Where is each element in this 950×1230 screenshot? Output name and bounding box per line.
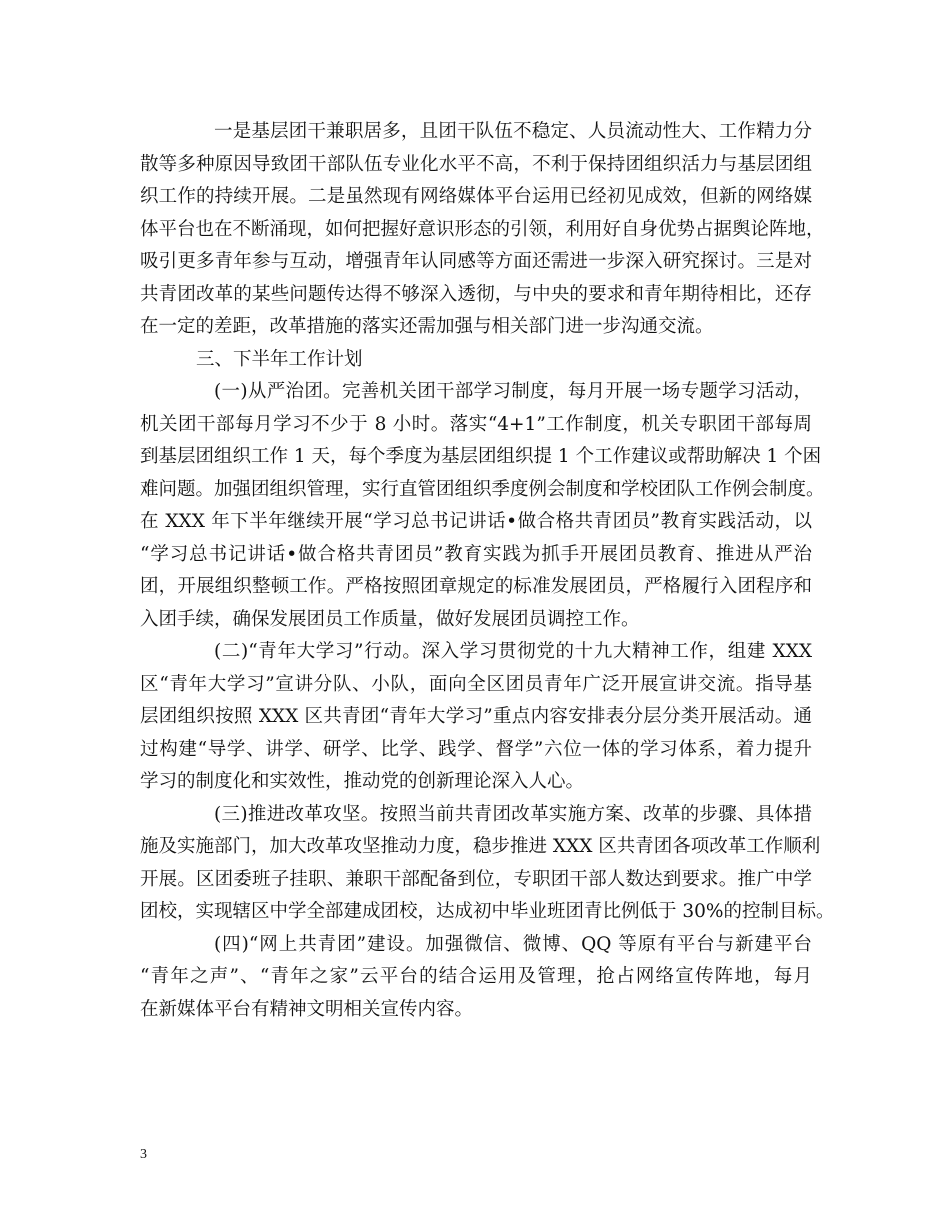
page-number: 3 (140, 1147, 147, 1162)
paragraph-line: (四)“网上共青团”建设。加强微信、微博、QQ 等原有平台与新建平台 (214, 933, 812, 955)
paragraph-line: 织工作的持续开展。二是虽然现有网络媒体平台运用已经初见成效，但新的网络媒 (140, 186, 812, 207)
paragraph-line: 开展。区团委班子挂职、兼职干部配备到位，专职团干部人数达到要求。推广中学 (140, 868, 812, 890)
paragraph-line: 学习的制度化和实效性，推动党的创新理论深入人心。 (140, 771, 585, 792)
paragraph-line: 层团组织按照 XXX 区共青团“青年大学习”重点内容安排表分层分类开展活动。通 (140, 706, 812, 727)
paragraph-line: 团，开展组织整顿工作。严格按照团章规定的标准发展团员，严格履行入团程序和 (140, 576, 812, 597)
section-heading: 三、下半年工作计划 (196, 348, 363, 370)
paragraph-line: “青年之声”、“青年之家”云平台的结合运用及管理，抢占网络宣传阵地，每月 (140, 966, 812, 987)
paragraph-line: 团校，实现辖区中学全部建成团校，达成初中毕业班团青比例低于 30%的控制目标。 (140, 901, 835, 922)
paragraph-line: “学习总书记讲话•做合格共青团员”教育实践为抓手开展团员教育、推进从严治 (140, 543, 812, 565)
paragraph-line: 体平台也在不断涌现，如何把握好意识形态的引领，利用好自身优势占据舆论阵地， (140, 218, 825, 240)
paragraph-line: (三)推进改革攻坚。按照当前共青团改革实施方案、改革的步骤、具体措 (214, 803, 812, 825)
paragraph-line: 区“青年大学习”宣讲分队、小队，面向全区团员青年广泛开展宣讲交流。指导基 (140, 673, 812, 695)
paragraph-line: 一是基层团干兼职居多，且团干队伍不稳定、人员流动性大、工作精力分 (214, 121, 812, 142)
paragraph-line: (二)“青年大学习”行动。深入学习贯彻党的十九大精神工作，组建 XXX (214, 641, 812, 662)
paragraph-line: 机关团干部每月学习不少于 8 小时。落实“4+1”工作制度，机关专职团干部每周 (140, 413, 812, 435)
paragraph-line: 难问题。加强团组织管理，实行直管团组织季度例会制度和学校团队工作例会制度。 (140, 478, 825, 500)
paragraph-line: 施及实施部门，加大改革攻坚推动力度，稳步推进 XXX 区共青团各项改革工作顺利 (140, 836, 821, 857)
paragraph-line: 共青团改革的某些问题传达得不够深入透彻，与中央的要求和青年期待相比，还存 (140, 283, 812, 305)
paragraph-line: 到基层团组织工作 1 天，每个季度为基层团组织提 1 个工作建议或帮助解决 1 个困 (140, 446, 822, 467)
paragraph-line: 在一定的差距，改革措施的落实还需加强与相关部门进一步沟通交流。 (140, 316, 714, 337)
paragraph-line: 过构建“导学、讲学、研学、比学、践学、督学”六位一体的学习体系，着力提升 (140, 738, 812, 760)
paragraph-line: 在新媒体平台有精神文明相关宣传内容。 (140, 998, 474, 1020)
paragraph-line: 入团手续，确保发展团员工作质量，做好发展团员调控工作。 (140, 608, 640, 630)
document-body (140, 116, 835, 1026)
paragraph-line: 吸引更多青年参与互动，增强青年认同感等方面还需进一步深入研究探讨。三是对 (140, 251, 812, 272)
paragraph-line: 在 XXX 年下半年继续开展“学习总书记讲话•做合格共青团员”教育实践活动，以 (140, 511, 812, 532)
paragraph-line: 散等多种原因导致团干部队伍专业化水平不高，不利于保持团组织活力与基层团组 (140, 153, 812, 175)
paragraph-line: (一)从严治团。完善机关团干部学习制度，每月开展一场专题学习活动， (214, 381, 812, 402)
